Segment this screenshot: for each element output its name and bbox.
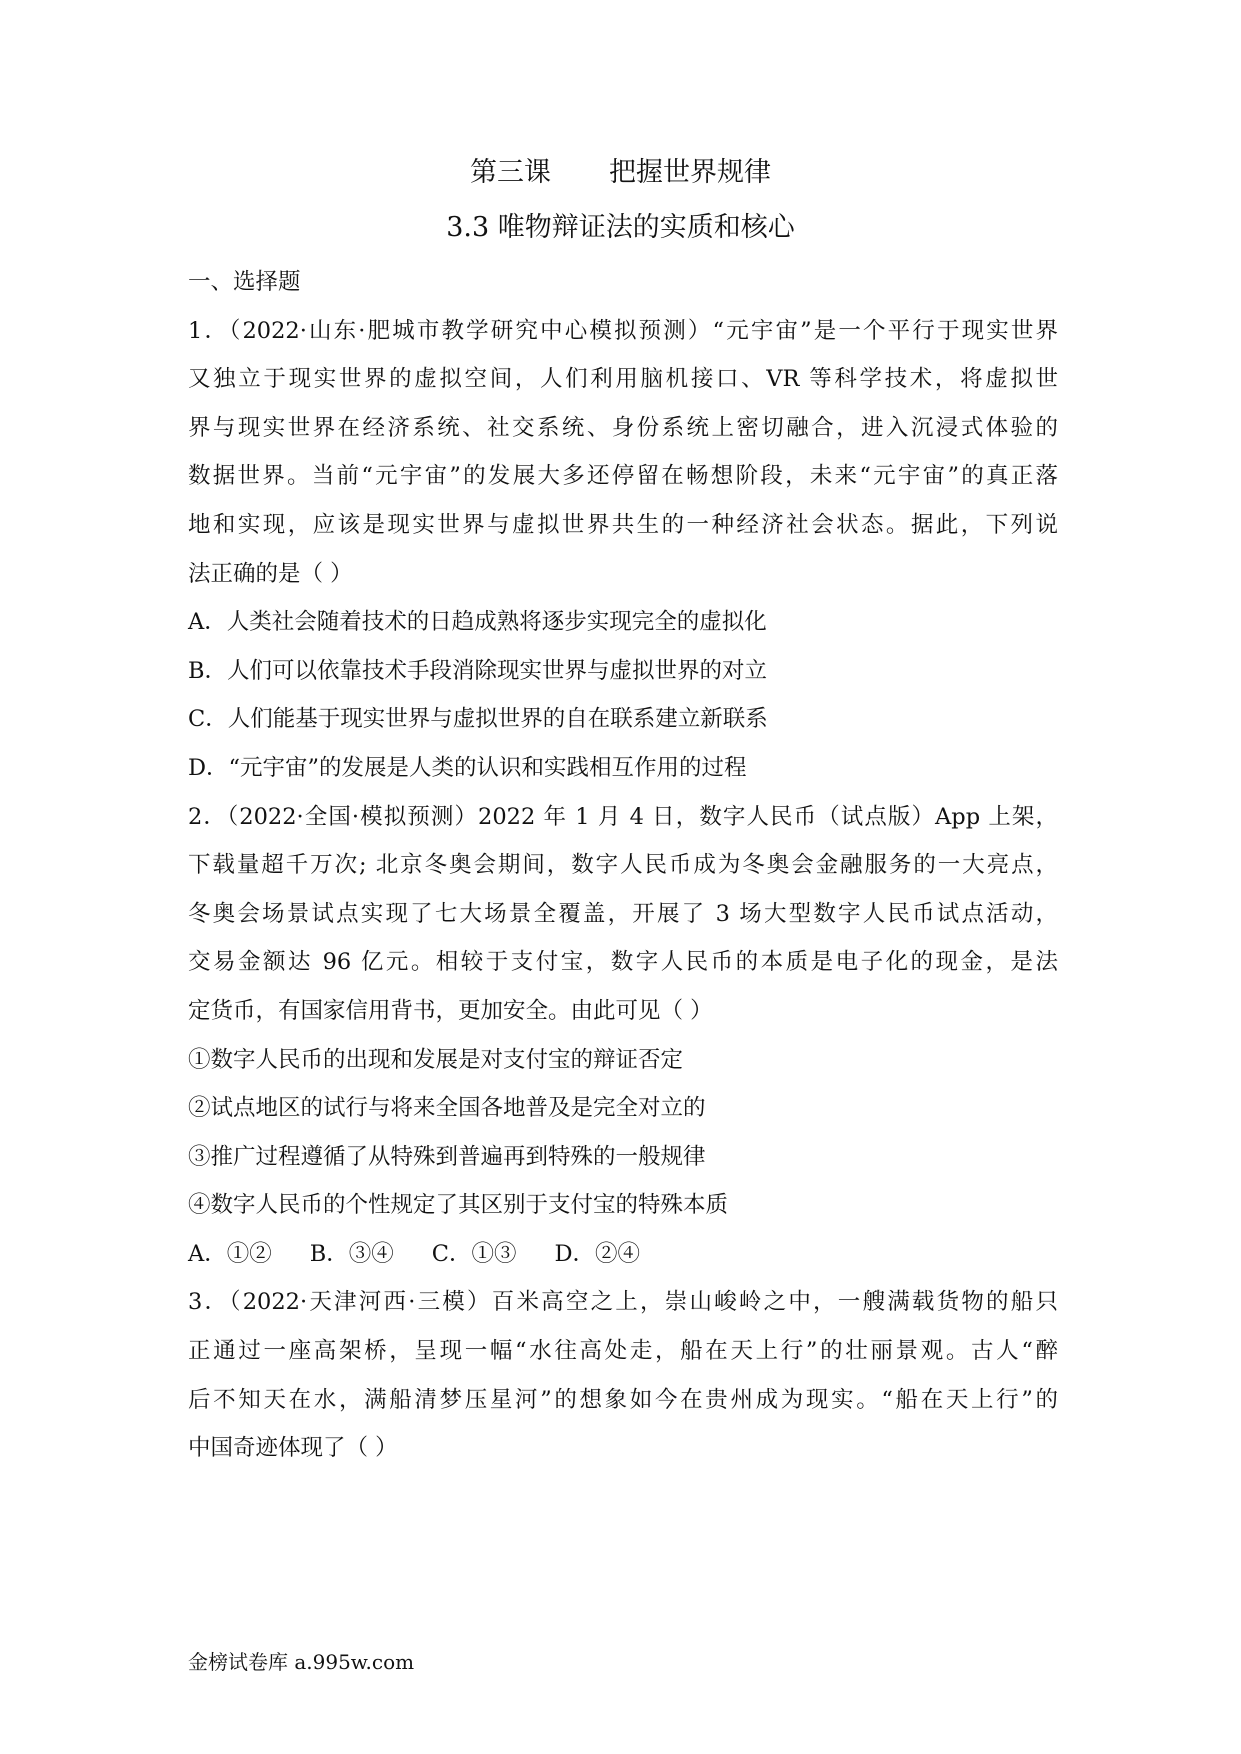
question-text-line: 2．（2022·全国·模拟预测）2022 年 1 月 4 日，数字人民币（试点版）App 上架， [188, 803, 1058, 830]
question-3 [188, 1278, 1058, 1472]
answer-option: D．“元宇宙”的发展是人类的认识和实践相互作用的过程 [188, 754, 747, 781]
question-text-line: 法正确的是（ ） [188, 560, 353, 587]
statement: ③推广过程遵循了从特殊到普遍再到特殊的一般规律 [188, 1143, 706, 1170]
question-text-line: 后不知天在水，满船清梦压星河”的想象如今在贵州成为现实。“船在天上行”的 [188, 1386, 1058, 1413]
question-text-line: 数据世界。当前“元宇宙”的发展大多还停留在畅想阶段，未来“元宇宙”的真正落 [188, 463, 1058, 490]
question-1 [188, 307, 1058, 793]
statement: ④数字人民币的个性规定了其区别于支付宝的特殊本质 [188, 1192, 729, 1219]
answer-option: A．人类社会随着技术的日趋成熟将逐步实现完全的虚拟化 [188, 609, 767, 636]
question-text-line: 定货币，有国家信用背书，更加安全。由此可见（ ） [188, 997, 713, 1024]
lesson-name: 把握世界规律 [609, 157, 771, 188]
answer-option: C．人们能基于现实世界与虚拟世界的自在联系建立新联系 [188, 706, 768, 733]
question-text-line: 交易金额达 96 亿元。相较于支付宝，数字人民币的本质是电子化的现金，是法 [188, 949, 1058, 976]
section-heading: 一、选择题 [188, 269, 301, 295]
question-text-line: 又独立于现实世界的虚拟空间，人们利用脑机接口、VR 等科学技术，将虚拟世 [188, 366, 1058, 393]
question-text-line: 界与现实世界在经济系统、社交系统、身份系统上密切融合，进入沉浸式体验的 [188, 414, 1058, 441]
statement: ②试点地区的试行与将来全国各地普及是完全对立的 [188, 1095, 706, 1122]
answer-option: D．②④ [554, 1240, 641, 1267]
answer-option: C．①③ [431, 1240, 517, 1267]
question-text-line: 地和实现，应该是现实世界与虚拟世界共生的一种经济社会状态。据此，下列说 [188, 511, 1058, 538]
answer-option: B．人们可以依靠技术手段消除现实世界与虚拟世界的对立 [188, 657, 768, 684]
statement: ①数字人民币的出现和发展是对支付宝的辩证否定 [188, 1046, 684, 1073]
question-text-line: 1．（2022·山东·肥城市教学研究中心模拟预测）“元宇宙”是一个平行于现实世界 [188, 317, 1058, 344]
answer-choices [188, 1230, 1058, 1279]
question-2 [188, 793, 1058, 1279]
question-text-line: 正通过一座高架桥，呈现一幅“水往高处走，船在天上行”的壮丽景观。古人“醉 [188, 1338, 1058, 1365]
question-text-line: 3．（2022·天津河西·三模）百米高空之上，崇山峻岭之中，一艘满载货物的船只 [188, 1289, 1058, 1316]
question-text-line: 冬奥会场景试点实现了七大场景全覆盖，开展了 3 场大型数字人民币试点活动， [188, 900, 1058, 927]
answer-option: A．①② [188, 1240, 272, 1267]
lesson-number: 第三课 [470, 157, 551, 188]
answer-option: B．③④ [309, 1240, 394, 1267]
question-text-line: 下载量超千万次; 北京冬奥会期间，数字人民币成为冬奥会金融服务的一大亮点， [188, 852, 1058, 879]
question-text-line: 中国奇迹体现了（ ） [188, 1435, 398, 1462]
document-body [188, 258, 1058, 1473]
lesson-title [0, 150, 1241, 189]
section-title: 3.3 唯物辩证法的实质和核心 [446, 212, 795, 243]
page-footer: 金榜试卷库 a.995w.com [188, 1650, 415, 1674]
